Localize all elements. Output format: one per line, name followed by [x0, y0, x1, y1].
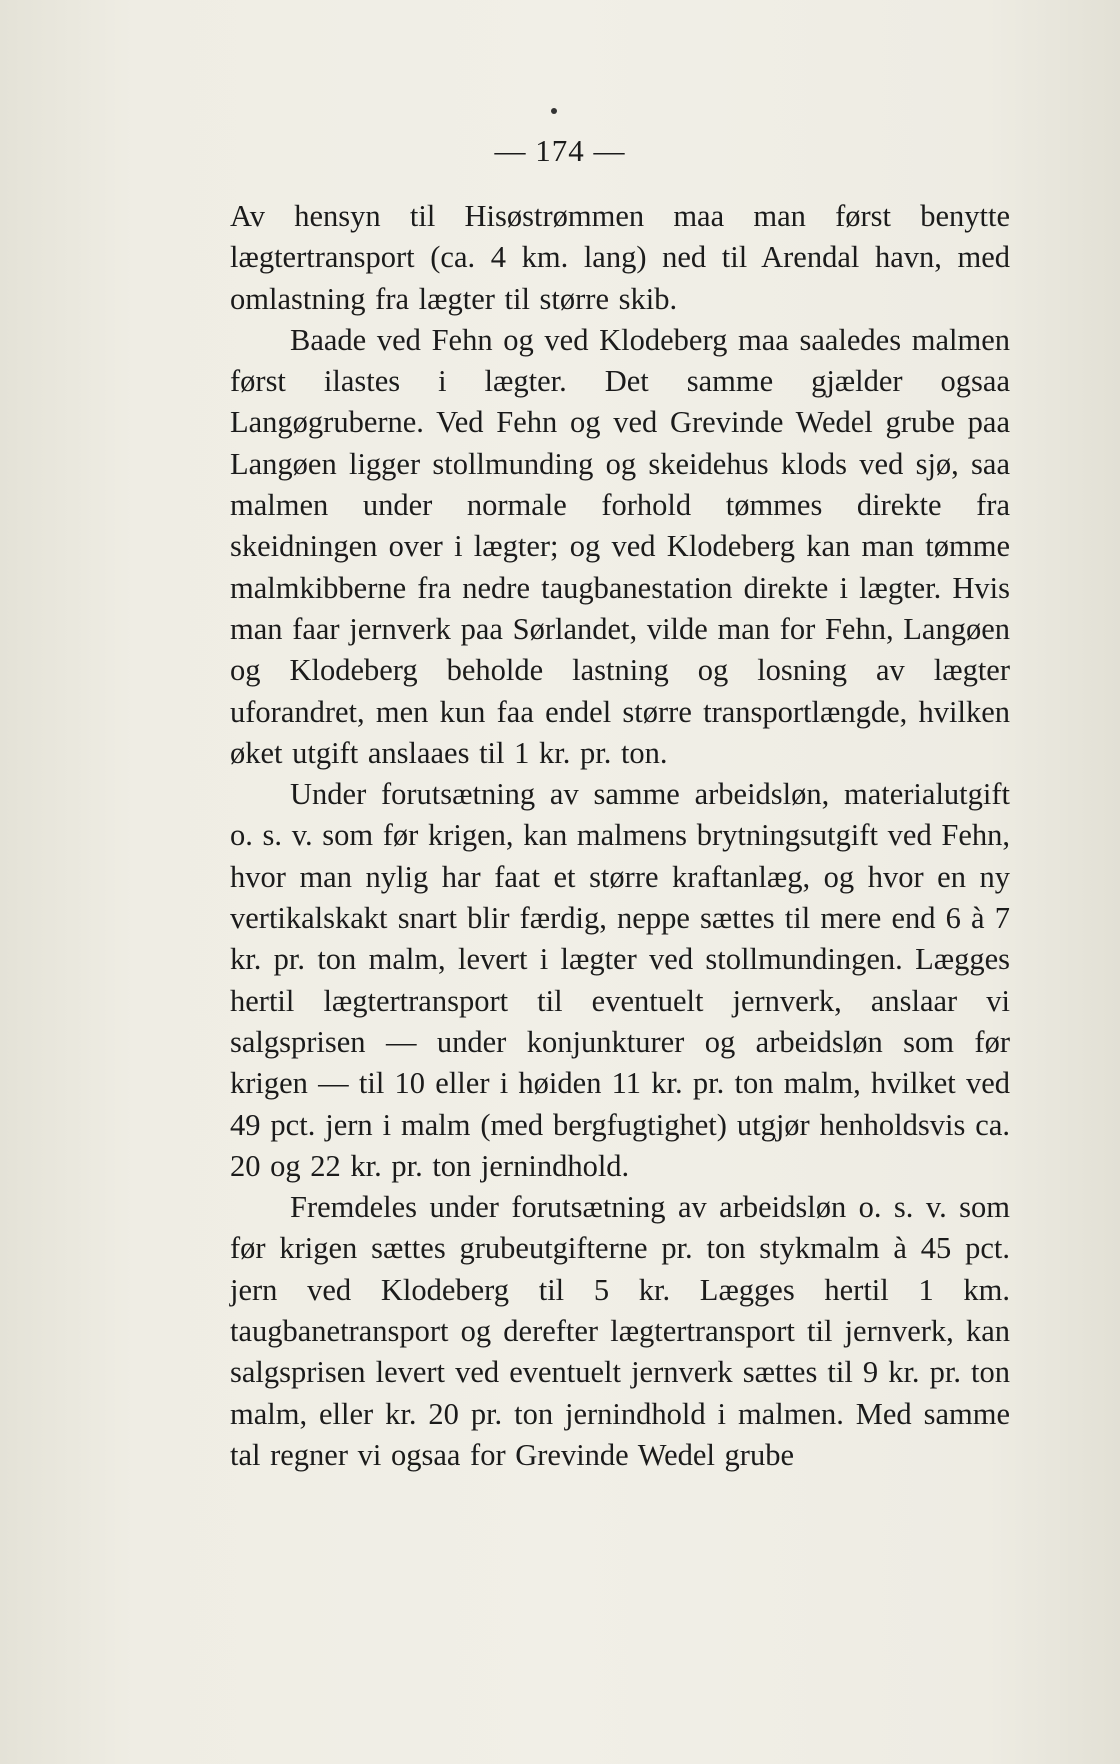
paragraph-2: Baade ved Fehn og ved Klodeberg maa saaledes malmen først ilastes i lægter. Det samme gjælder ogsaa Langøgruberne. Ved Fehn og ved Grevinde Wedel grube paa Langøen ligger stollmunding og skeidehus klods ved sjø, saa malmen under normale forhold tømmes direkte fra skeidningen over i lægter; og ved Klodeberg kan man tømme malmkibberne fra nedre taugbanestation direkte i lægter. Hvis man faar jernverk paa Sørlandet, vilde man for Fehn, Langøen og Klodeberg beholde lastning og losning av lægter uforandret, men kun faa endel større transportlængde, hvilken øket utgift anslaaes til 1 kr. pr. ton.: [230, 322, 1010, 770]
body-text: [230, 196, 1010, 1476]
print-speck: [551, 108, 557, 114]
paragraph-3: Under forutsætning av samme arbeidsløn, materialutgift o. s. v. som før krigen, kan malmens brytningsutgift ved Fehn, hvor man nylig har faat et større kraftanlæg, og hvor en ny vertikalskakt snart blir færdig, neppe sættes til mere end 6 à 7 kr. pr. ton malm, levert i lægter ved stollmundingen. Lægges hertil lægtertransport til eventuelt jernverk, anslaar vi salgsprisen — under konjunkturer og arbeidsløn som før krigen — til 10 eller i høiden 11 kr. pr. ton malm, hvilket ved 49 pct. jern i malm (med bergfugtighet) utgjør henholdsvis ca. 20 og 22 kr. pr. ton jernindhold.: [230, 777, 1010, 1183]
page-number: — 174 —: [494, 133, 626, 168]
paragraph-1: Av hensyn til Hisøstrømmen maa man først benytte lægtertransport (ca. 4 km. lang) ned til Arendal havn, med omlastning fra lægter til større skib.: [230, 199, 1010, 316]
paragraph-4: Fremdeles under forutsætning av arbeidsløn o. s. v. som før krigen sættes grubeutgifterne pr. ton stykmalm à 45 pct. jern ved Klodeberg til 5 kr. Lægges hertil 1 km. taugbanetransport og derefter lægtertransport til jernverk, kan salgsprisen levert ved eventuelt jernverk sættes til 9 kr. pr. ton malm, eller kr. 20 pr. ton jernindhold i malmen. Med samme tal regner vi ogsaa for Grevinde Wedel grube: [230, 1190, 1010, 1472]
